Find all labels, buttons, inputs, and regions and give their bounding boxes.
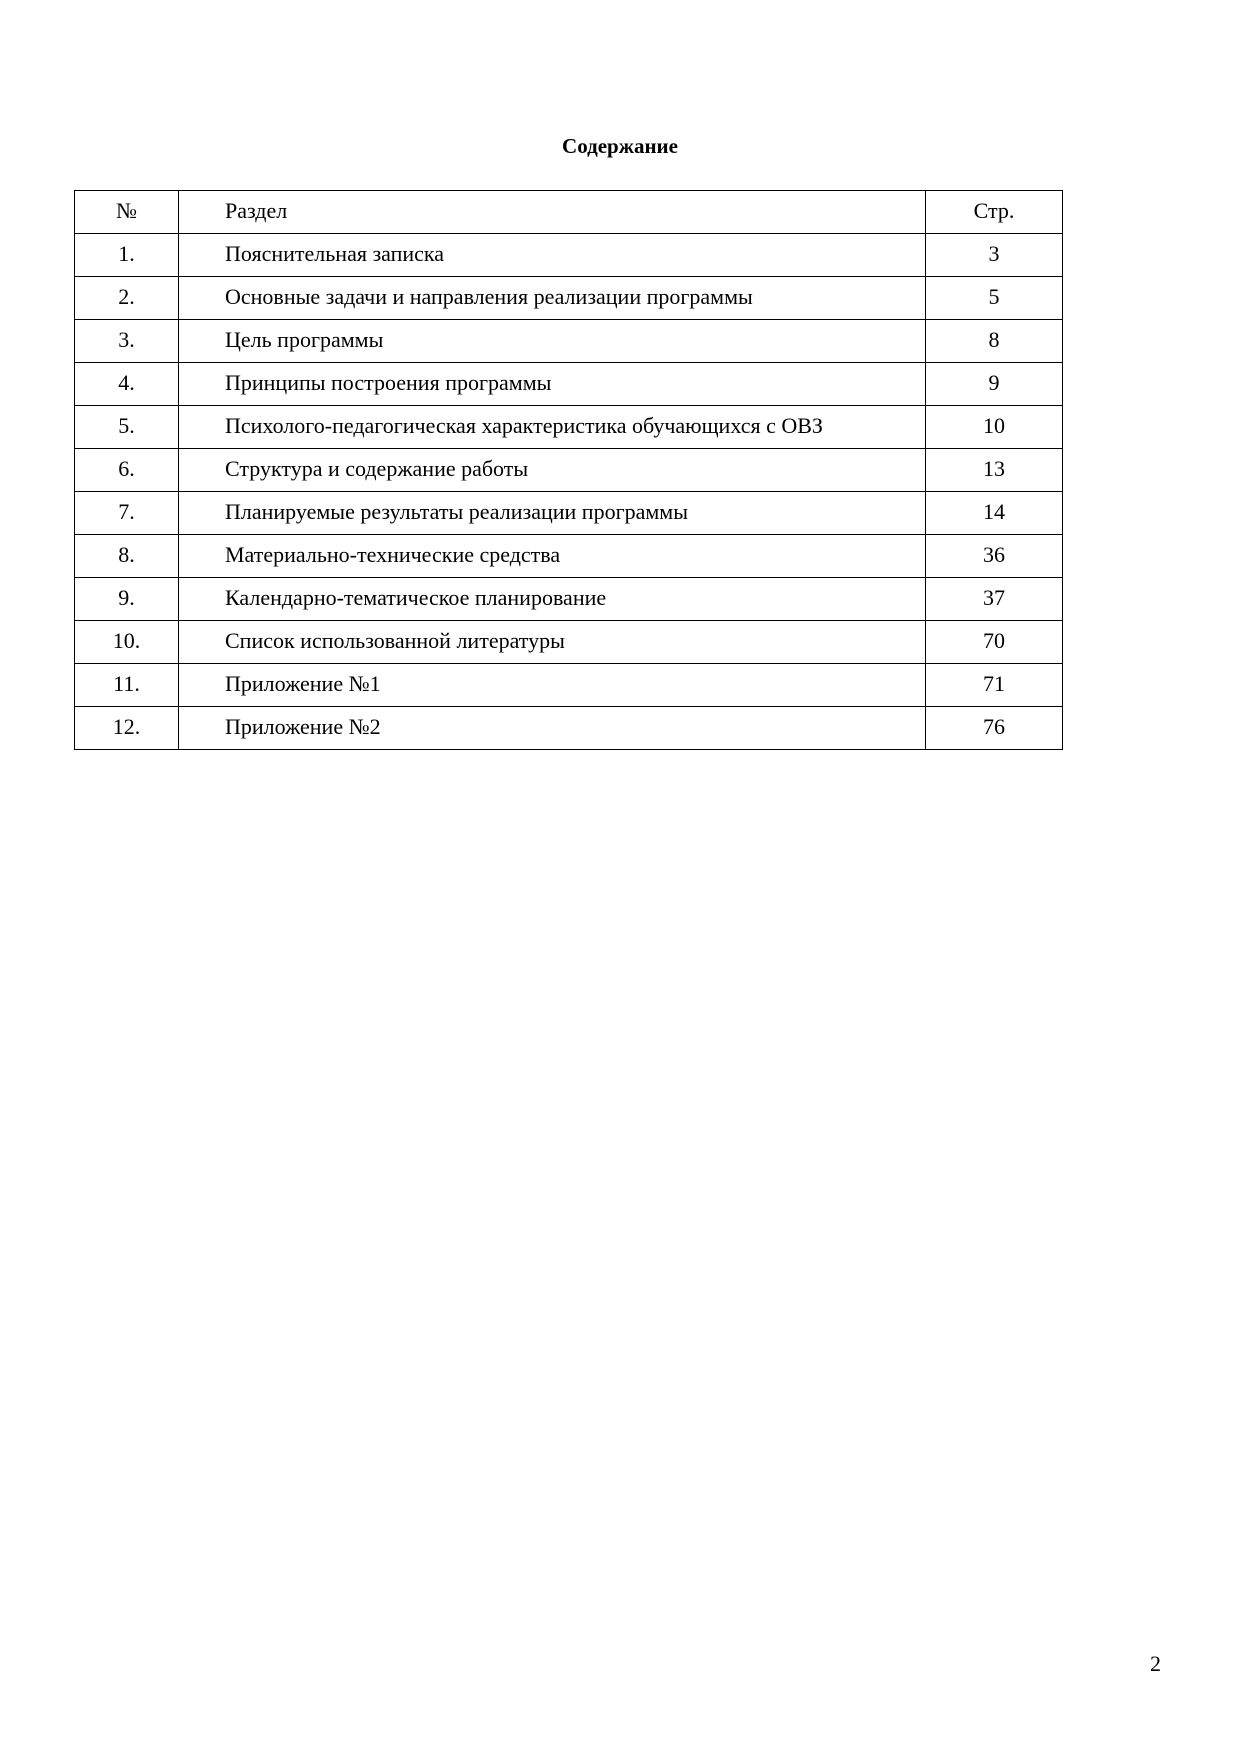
row-section: Структура и содержание работы: [179, 449, 926, 492]
row-page: 36: [926, 535, 1063, 578]
row-number: 6.: [75, 449, 179, 492]
row-section: Основные задачи и направления реализации программы: [179, 277, 926, 320]
table-row: [75, 707, 1063, 750]
row-number: 5.: [75, 406, 179, 449]
table-row: [75, 406, 1063, 449]
table-row: [75, 578, 1063, 621]
table-row: [75, 492, 1063, 535]
row-number: 12.: [75, 707, 179, 750]
header-page: Стр.: [926, 191, 1063, 234]
row-number: 3.: [75, 320, 179, 363]
row-number: 10.: [75, 621, 179, 664]
row-number: 11.: [75, 664, 179, 707]
page-title: Содержание: [562, 134, 678, 158]
row-section: Принципы построения программы: [179, 363, 926, 406]
table-row: [75, 277, 1063, 320]
table-row: [75, 234, 1063, 277]
row-section: Планируемые результаты реализации программы: [179, 492, 926, 535]
row-page: 10: [926, 406, 1063, 449]
row-section: Пояснительная записка: [179, 234, 926, 277]
row-number: 9.: [75, 578, 179, 621]
table-row: [75, 535, 1063, 578]
table-row: [75, 449, 1063, 492]
table-row: [75, 621, 1063, 664]
row-number: 7.: [75, 492, 179, 535]
row-page: 8: [926, 320, 1063, 363]
table-row: [75, 320, 1063, 363]
row-section: Цель программы: [179, 320, 926, 363]
page-number: 2: [1150, 1651, 1161, 1676]
toc-table: [74, 190, 1063, 750]
row-section: Календарно-тематическое планирование: [179, 578, 926, 621]
row-section: Приложение №2: [179, 707, 926, 750]
row-section: Приложение №1: [179, 664, 926, 707]
row-page: 9: [926, 363, 1063, 406]
row-section: Материально-технические средства: [179, 535, 926, 578]
row-section: Список использованной литературы: [179, 621, 926, 664]
row-number: 2.: [75, 277, 179, 320]
table-header-row: [75, 191, 1063, 234]
row-page: 70: [926, 621, 1063, 664]
row-page: 3: [926, 234, 1063, 277]
row-number: 4.: [75, 363, 179, 406]
row-page: 71: [926, 664, 1063, 707]
row-section: Психолого-педагогическая характеристика обучающихся с ОВЗ: [179, 406, 926, 449]
row-page: 37: [926, 578, 1063, 621]
table-row: [75, 664, 1063, 707]
row-page: 13: [926, 449, 1063, 492]
row-number: 1.: [75, 234, 179, 277]
row-page: 5: [926, 277, 1063, 320]
header-section: Раздел: [179, 191, 926, 234]
row-page: 76: [926, 707, 1063, 750]
header-number: №: [75, 191, 179, 234]
table-row: [75, 363, 1063, 406]
row-number: 8.: [75, 535, 179, 578]
row-page: 14: [926, 492, 1063, 535]
